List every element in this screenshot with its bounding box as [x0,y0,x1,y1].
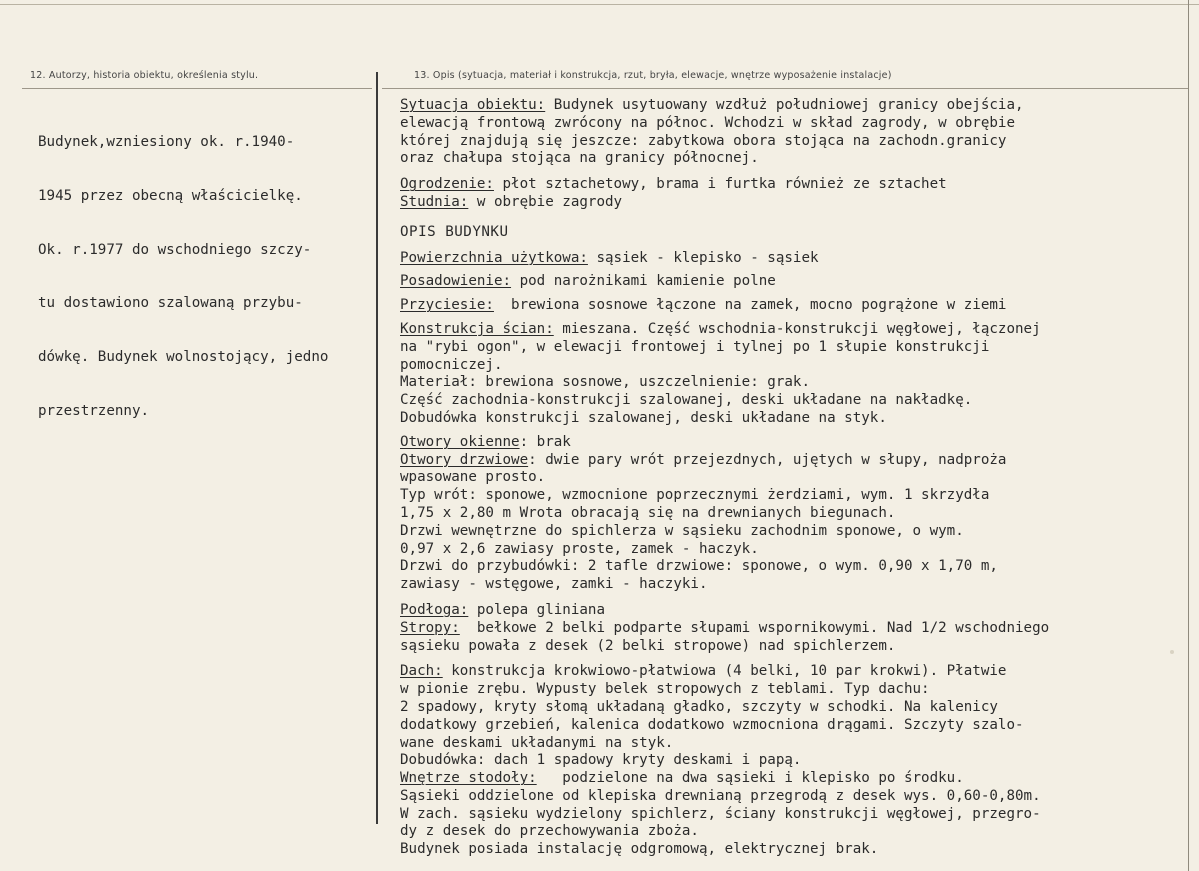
header-rule-left [22,88,372,89]
history-line: tu dostawiono szalowaną przybu- [38,295,303,312]
otwory-drzwiowe-line: Drzwi wewnętrzne do spichlerza w sąsieku zachodnim sponowe, o wym. [400,522,964,539]
konstrukcja-line: Materiał: brewiona sosnowe, uszczelnienie: grak. [400,374,810,391]
otwory-drzwiowe-line: zawiasy - wstęgowe, zamki - haczyki. [400,576,708,593]
dach-line [400,663,1185,681]
ogrodzenie-text: płot sztachetowy, brama i furtka również ze sztachet [493,176,947,193]
konstrukcja-line: pomocniczej. [400,356,503,373]
konstrukcja-text: mieszana. Część wschodnia-konstrukcji węgłowej, łączonej [553,320,1041,337]
otwory-drzwiowe-line: Drzwi do przybudówki: 2 tafle drzwiowe: sponowe, o wym. 0,90 x 1,70 m, [400,558,998,575]
podloga-line [400,602,1185,620]
sytuacja-line: elewacją frontową zwrócony na północ. Wchodzi w skład zagrody, w obrębie [400,114,1015,131]
history-line: Budynek,wzniesiony ok. r.1940- [38,134,295,150]
dach-line: dodatkowy grzebień, kalenica dodatkowo wzmocniona drągami. Szczyty szalo- [400,716,1024,733]
studnia-line [400,194,1185,212]
otwory-drzwiowe-line: 1,75 x 2,80 m Wrota obracają się na drewnianych biegunach. [400,504,896,521]
history-line: 1945 przez obecną właścicielkę. [38,187,303,204]
history-line: dówkę. Budynek wolnostojący, jedno [38,349,329,366]
otwory-okienne-text: : brak [519,433,571,450]
dach-line: w pionie zrębu. Wypusty belek stropowych z teblami. Typ dachu: [400,681,930,698]
sytuacja-line: której znajdują się jeszcze: zabytkowa obora stojąca na zachodn.granicy [400,132,1007,149]
sytuacja-line: oraz chałupa stojąca na granicy północnej. [400,150,759,167]
wnetrze-line: dy z desek do przechowywania zboża. [400,823,699,840]
wnetrze-line: Budynek posiada instalację odgromową, elektrycznej brak. [400,841,879,858]
przyciesie-text: brewiona sosnowe łączone na zamek, mocno pogrążone w ziemi [493,297,1007,314]
dach-line: Dobudówka: dach 1 spadowy kryty deskami i papą. [400,752,802,769]
konstrukcja-heading: Konstrukcja ścian: [400,320,554,337]
scan-speck [1170,650,1174,654]
podloga-text: polepa gliniana [468,601,606,618]
page-top-edge [0,4,1199,5]
otwory-okienne-heading: Otwory okienne [400,433,520,450]
dach-text: konstrukcja krokwiowo-płatwiowa (4 belki, 10 par krokwi). Płatwie [442,663,1007,680]
header-rule-right [382,88,1188,89]
studnia-heading: Studnia: [400,193,469,210]
podloga-heading: Podłoga: [400,601,469,618]
powierzchnia-text: sąsiek - klepisko - sąsiek [587,249,819,266]
stropy-line [400,620,1185,638]
przyciesie-line [400,297,1185,315]
sytuacja-heading: Sytuacja obiektu: [400,97,546,113]
konstrukcja-line: na "rybi ogon", w elewacji frontowej i tylnej po 1 słupie konstrukcji [400,338,990,355]
ogrodzenie-line [400,176,1185,194]
sytuacja-text: Budynek usytuowany wzdłuż południowej granicy obejścia, [545,97,1024,113]
posadowienie-line [400,273,1185,291]
posadowienie-heading: Posadowienie: [400,273,512,290]
ogrodzenie-heading: Ogrodzenie: [400,176,494,193]
dach-line: wane deskami układanymi na styk. [400,734,674,751]
section-title: OPIS BUDYNKU [400,223,509,240]
otwory-drzwiowe-line [400,452,1185,470]
otwory-drzwiowe-line: 0,97 x 2,6 zawiasy proste, zamek - haczyk. [400,540,759,557]
sytuacja-line [400,97,1185,115]
header-left: 12. Autorzy, historia obiektu, określenia stylu. [30,70,259,81]
stropy-heading: Stropy: [400,619,460,636]
page-right-edge [1188,0,1189,871]
otwory-drzwiowe-heading: Otwory drzwiowe [400,451,529,468]
wnetrze-line: W zach. sąsieku wydzielony spichlerz, ściany konstrukcji węgłowej, przegro- [400,805,1041,822]
studnia-text: w obrębie zagrody [468,193,623,210]
powierzchnia-heading: Powierzchnia użytkowa: [400,249,588,266]
otwory-drzwiowe-line: Typ wrót: sponowe, wzmocnione poprzecznymi żerdziami, wym. 1 skrzydła [400,487,990,504]
header-right: 13. Opis (sytuacja, materiał i konstrukcja, rzut, bryła, elewacje, wnętrze wyposażenie instalacje) [414,70,892,81]
stropy-text: bełkowe 2 belki podparte słupami wspornikowymi. Nad 1/2 wschodniego [459,619,1050,636]
dach-heading: Dach: [400,663,443,680]
przyciesie-heading: Przyciesie: [400,297,494,314]
wnetrze-text: podzielone na dwa sąsieki i klepisko po środku. [536,770,964,787]
history-line: Ok. r.1977 do wschodniego szczy- [38,241,312,258]
history-line: przestrzenny. [38,402,150,419]
powierzchnia-line [400,250,1185,268]
wnetrze-line: Sąsieki oddzielone od klepiska drewnianą przegrodą z desek wys. 0,60-0,80m. [400,787,1041,804]
wnetrze-heading: Wnętrze stodoły: [400,770,537,787]
konstrukcja-line: Część zachodnia-konstrukcji szalowanej, deski układane na nakładkę. [400,392,973,409]
history-text [38,97,378,456]
konstrukcja-line: Dobudówka konstrukcji szalowanej, deski układane na styk. [400,409,887,426]
otwory-drzwiowe-text: : dwie pary wrót przejezdnych, ujętych w słupy, nadproża [528,451,1007,468]
dach-line: 2 spadowy, kryty słomą układaną gładko, szczyty w schodki. Na kalenicy [400,698,998,715]
posadowienie-text: pod narożnikami kamienie polne [511,273,776,290]
description-text [400,97,1185,859]
otwory-drzwiowe-line: wpasowane prosto. [400,469,546,486]
otwory-okienne-line [400,434,1185,452]
stropy-line: sąsieku powała z desek (2 belki stropowe) nad spichlerzem. [400,637,896,654]
wnetrze-line [400,770,1185,788]
konstrukcja-line [400,321,1185,339]
